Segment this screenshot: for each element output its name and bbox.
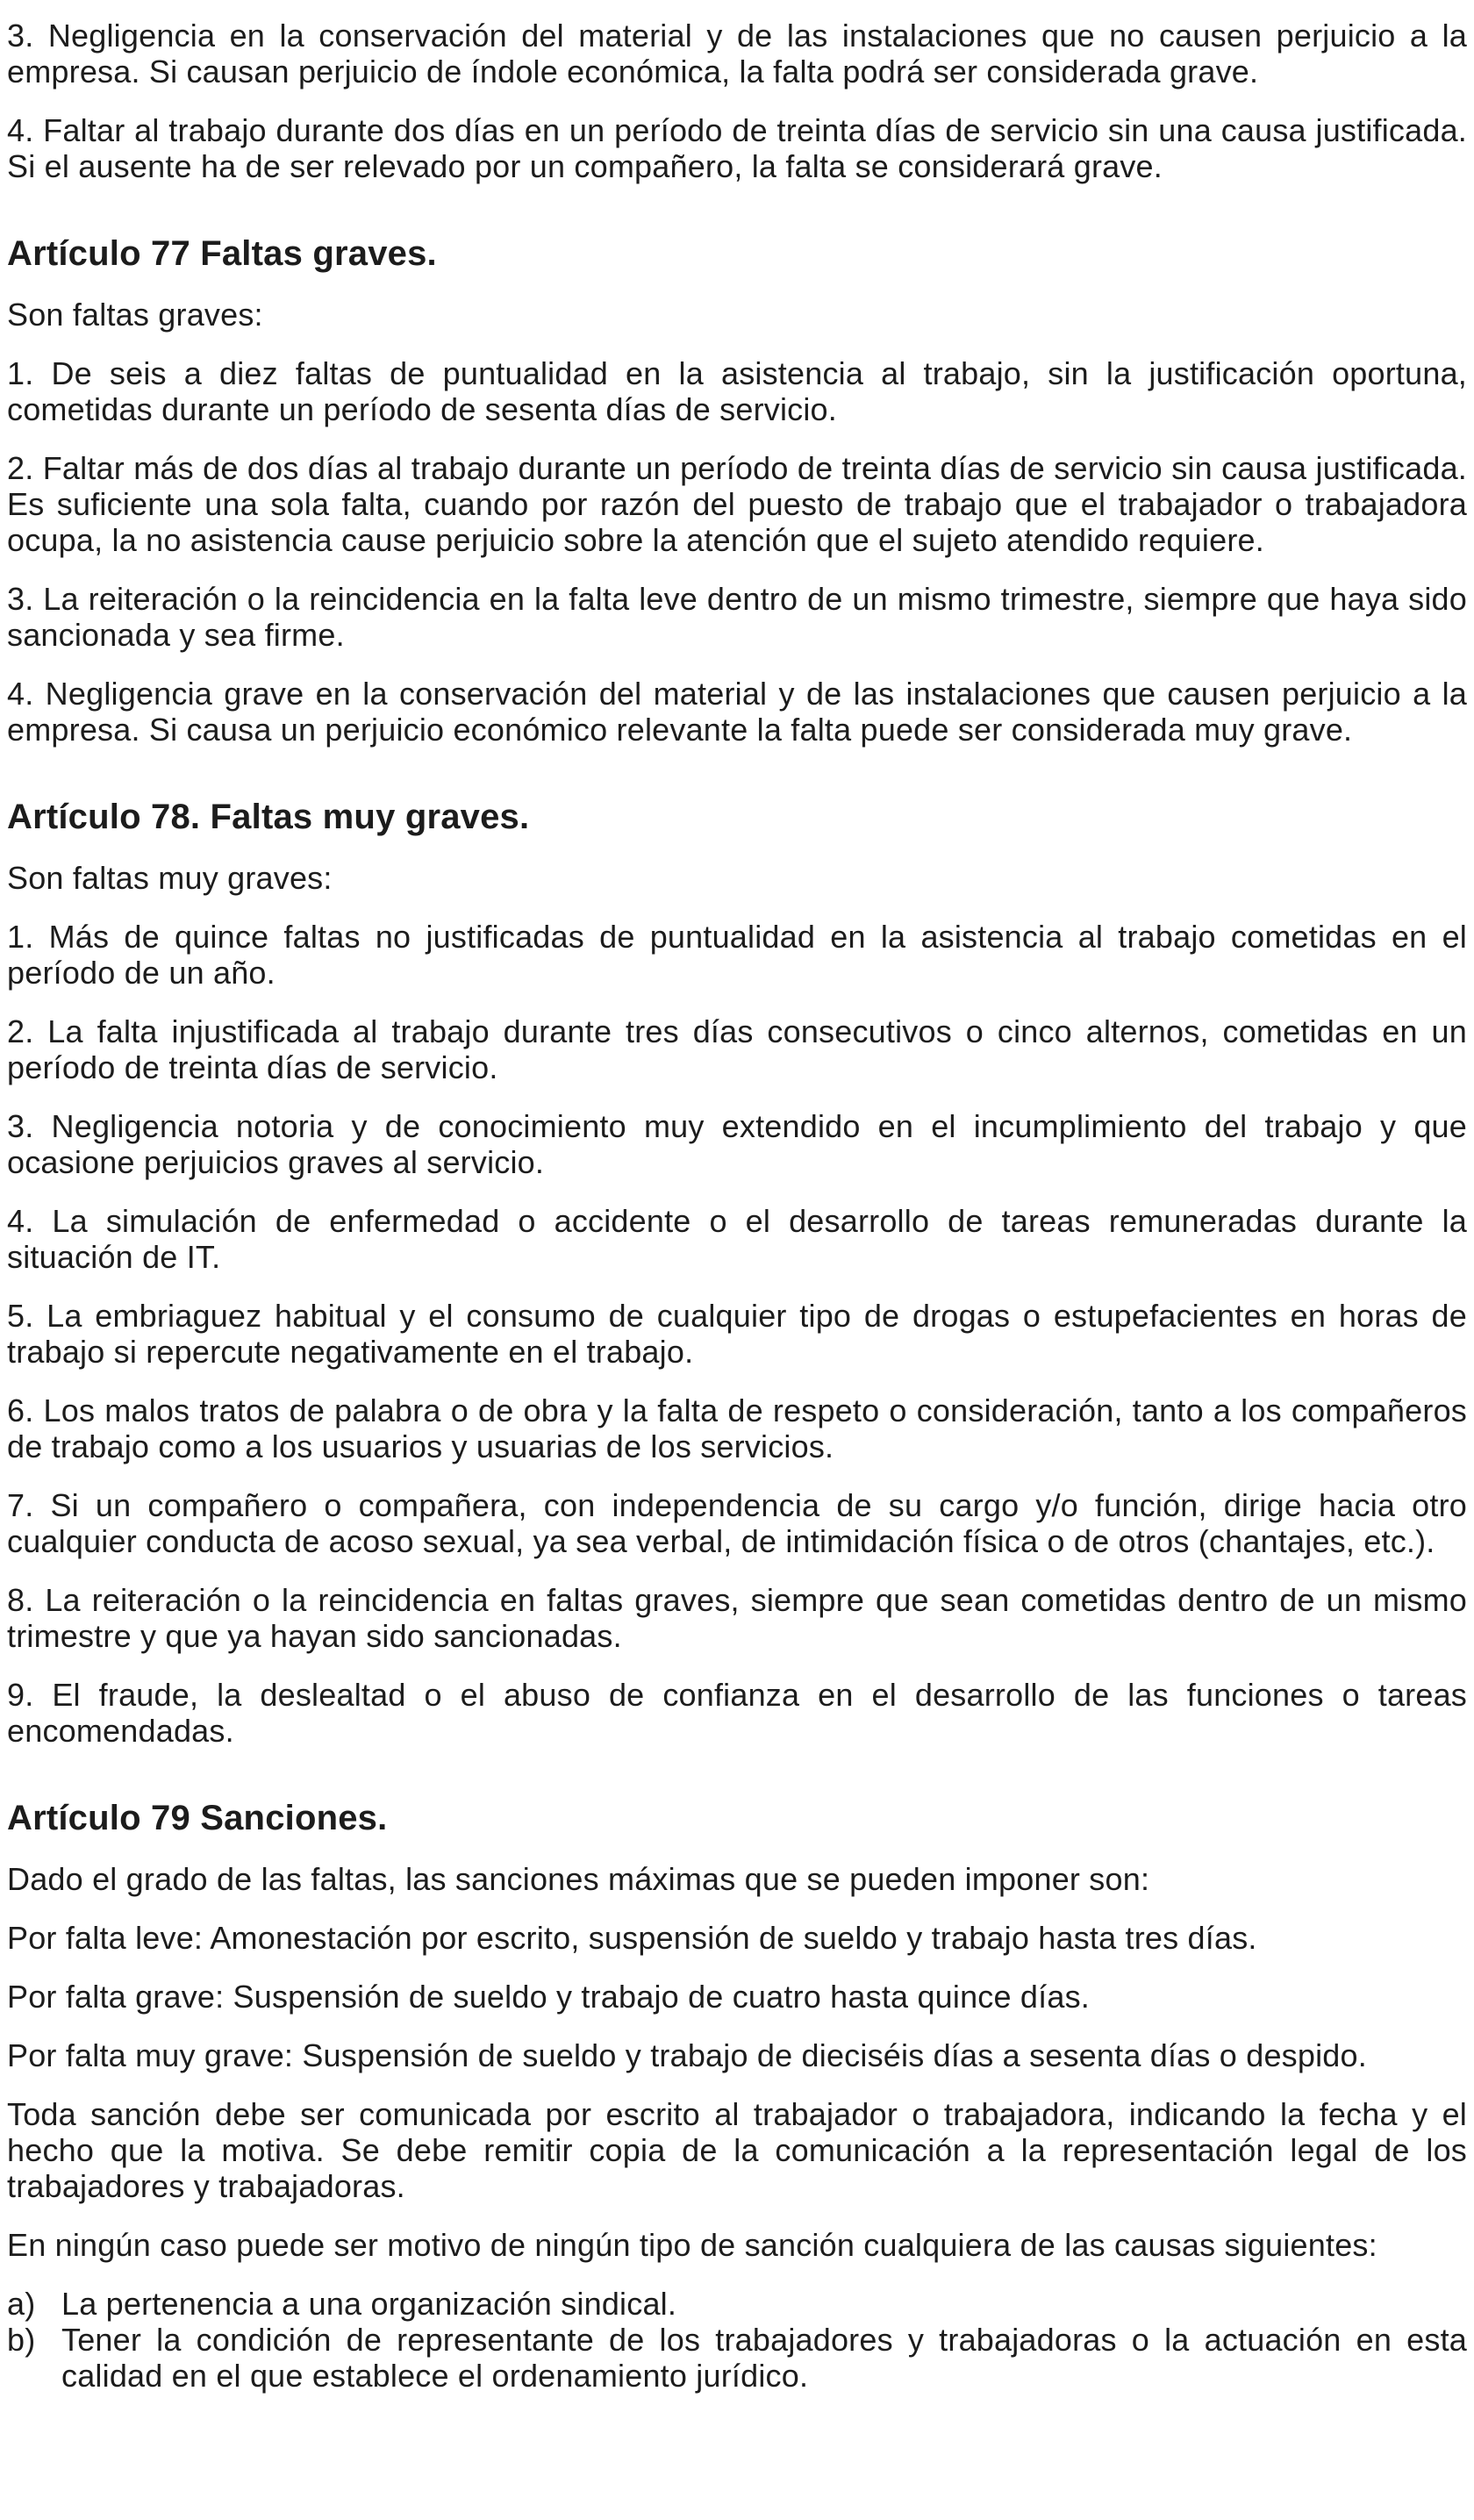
article-78-item: 3. Negligencia notoria y de conocimiento muy extendido en el incumplimiento del trabajo y que ocasione perjuicios graves al servicio. — [7, 1108, 1467, 1180]
list-item-marker: b) — [7, 2322, 36, 2358]
article-78-item: 1. Más de quince faltas no justificadas de puntualidad en la asistencia al trabajo cometidas en el período de un año. — [7, 919, 1467, 991]
article-78-item: 9. El fraude, la deslealtad o el abuso de confianza en el desarrollo de las funciones o tareas encomendadas. — [7, 1677, 1467, 1749]
article-78-item: 8. La reiteración o la reincidencia en faltas graves, siempre que sean cometidas dentro de un mismo trimestre y que ya hayan sido sancionadas. — [7, 1582, 1467, 1654]
lettered-list-item — [7, 2286, 1467, 2322]
article-78-heading: Artículo 78. Faltas muy graves. — [7, 798, 530, 836]
article-78-item: 4. La simulación de enfermedad o accidente o el desarrollo de tareas remuneradas durante la situación de IT. — [7, 1203, 1467, 1275]
list-item-text: La pertenencia a una organización sindical. — [61, 2286, 677, 2322]
article-77-item: 4. Negligencia grave en la conservación del material y de las instalaciones que causen perjuicio a la empresa. Si causa un perjuicio económico relevante la falta puede ser considerada muy grave. — [7, 676, 1467, 748]
list-item-text: Tener la condición de representante de los trabajadores y trabajadoras o la actuación en esta calidad en el que establece el ordenamiento jurídico. — [61, 2322, 1467, 2394]
article-79-paragraph: Por falta leve: Amonestación por escrito, suspensión de sueldo y trabajo hasta tres días. — [7, 1920, 1257, 1956]
article-78-lead: Son faltas muy graves: — [7, 860, 333, 896]
article-78-item: 6. Los malos tratos de palabra o de obra y la falta de respeto o consideración, tanto a los compañeros de trabajo como a los usuarios y usuarias de los servicios. — [7, 1392, 1467, 1464]
lettered-list-item — [7, 2322, 1467, 2394]
article-79-paragraph: En ningún caso puede ser motivo de ningún tipo de sanción cualquiera de las causas siguientes: — [7, 2227, 1377, 2263]
article-77-item: 2. Faltar más de dos días al trabajo durante un período de treinta días de servicio sin causa justificada. Es suficiente una sola falta, cuando por razón del puesto de trabajo que el trabajador o trabajadora ocupa, la no asistencia cause perjuicio sobre la atención que el sujeto atendido requiere. — [7, 450, 1467, 558]
article-77-item: 1. De seis a diez faltas de puntualidad en la asistencia al trabajo, sin la justificación oportuna, cometidas durante un período de sesenta días de servicio. — [7, 355, 1467, 427]
list-item-marker: a) — [7, 2286, 36, 2322]
article-78-item: 7. Si un compañero o compañera, con independencia de su cargo y/o función, dirige hacia otro cualquier conducta de acoso sexual, ya sea verbal, de intimidación física o de otros (chantajes, etc.). — [7, 1487, 1467, 1559]
article-79-heading: Artículo 79 Sanciones. — [7, 1799, 388, 1837]
article-79-paragraph: Por falta muy grave: Suspensión de sueldo y trabajo de dieciséis días a sesenta días o despido. — [7, 2037, 1367, 2073]
article-79-paragraph: Toda sanción debe ser comunicada por escrito al trabajador o trabajadora, indicando la fecha y el hecho que la motiva. Se debe remitir copia de la comunicación a la representación legal de los trabajadores y trabajadoras. — [7, 2096, 1467, 2204]
article-77-heading: Artículo 77 Faltas graves. — [7, 234, 437, 273]
article-78-item: 5. La embriaguez habitual y el consumo de cualquier tipo de drogas o estupefacientes en horas de trabajo si repercute negativamente en el trabajo. — [7, 1298, 1467, 1370]
article-79-paragraph: Dado el grado de las faltas, las sanciones máximas que se pueden imponer son: — [7, 1861, 1150, 1897]
article-78-item: 2. La falta injustificada al trabajo durante tres días consecutivos o cinco alternos, cometidas en un período de treinta días de servicio. — [7, 1013, 1467, 1085]
article-77-item: 3. La reiteración o la reincidencia en la falta leve dentro de un mismo trimestre, siempre que haya sido sancionada y sea firme. — [7, 581, 1467, 653]
article-79-paragraph: Por falta grave: Suspensión de sueldo y trabajo de cuatro hasta quince días. — [7, 1979, 1090, 2015]
intro-paragraph: 3. Negligencia en la conservación del material y de las instalaciones que no causen perjuicio a la empresa. Si causan perjuicio de índole económica, la falta podrá ser considerada grave. — [7, 18, 1467, 89]
intro-paragraph: 4. Faltar al trabajo durante dos días en un período de treinta días de servicio sin una causa justificada. Si el ausente ha de ser relevado por un compañero, la falta se considerará grave. — [7, 112, 1467, 184]
article-77-lead: Son faltas graves: — [7, 297, 263, 333]
